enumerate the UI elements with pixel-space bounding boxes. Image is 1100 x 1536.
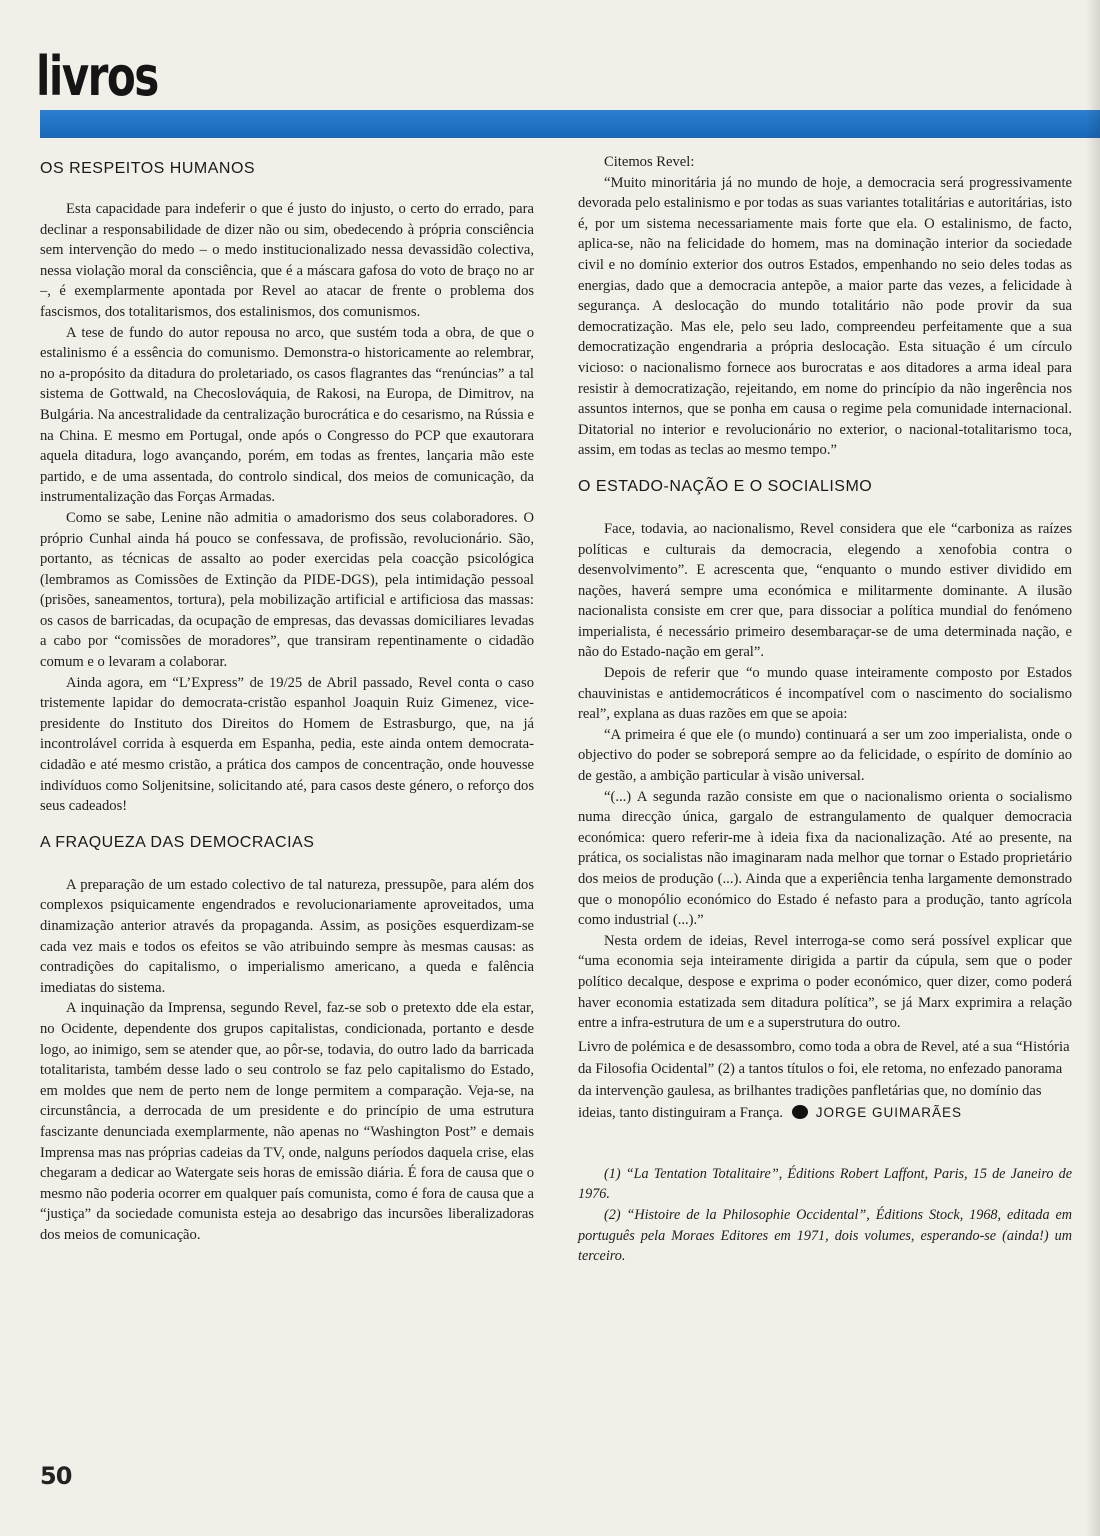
paragraph: Como se sabe, Lenine não admitia o amadorismo dos seus colaboradores. O próprio Cunhal ainda há pouco se confessava, de profissão, revolucionário. São, portanto, as técnicas de assalto ao poder exercidas pela coacção psicológica (lembramos as Comissões de Extinção da PIDE-DGS), pela intimidação pessoal (prisões, saneamentos, tortura), pela mobilização artificial e artificiosa das massas: os casos de barricadas, da ocupação de empresas, das devassas domiciliares levadas a cabo por “comissões de moradores”, que transiram repentinamente o cidadão comum e o levaram a colaborar. [40, 509, 534, 671]
page-number: 50 [40, 1462, 72, 1490]
author-name: JORGE GUIMARÃES [815, 1104, 962, 1120]
paragraph: Depois de referir que “o mundo quase inteiramente composto por Estados chauvinistas e antidemocráticos é incompatível com o nascimento do socialismo real”, explana as duas razões em que se apoia: [578, 665, 1072, 723]
heading-fraqueza-democracias: A FRAQUEZA DAS DEMOCRACIAS [40, 833, 315, 851]
paragraph: Face, todavia, ao nacionalismo, Revel considera que ele “carboniza as raízes políticas e culturais da democracia, elegendo a xenofobia contra o desenvolvimento”. E acrescenta que, “enquanto o mundo estiver dividido em nações, haverá sempre uma económica e militarmente dominante. A ilusão nacionalista consiste em crer que, para dissociar a política mundial do fenómeno imperialista, é necessário primeiro desembaraçar-se de uma determinada nação, e não do Estado-nação em geral”. [578, 520, 1072, 661]
bullet-icon [792, 1105, 808, 1119]
paragraph: A inquinação da Imprensa, segundo Revel, faz-se sob o pretexto dde ela estar, no Ocidente, dependente dos grupos capitalistas, condicionada, portanto e desde logo, ao inimigo, sem se atender que, ao pôr-se, todavia, do outro lado da barricada totalitarista, também desse lado o seu controlo se faz pelo capitalismo do Estado, em moldes que nem de perto nem de longe permitem a comparação. Veja-se, na circunstância, a derrocada de um presidente e do princípio de uma estrutura fascizante denunciada exemplarmente, não apenas no “Washington Post” e demais Imprensa mas nas próprias cadeias da TV, onde, nalguns períodos daquela crise, elas chegaram a dedicar ao Watergate seis horas de emissão diária. É fora de causa que o mesmo não poderia ocorrer em qualquer país comunista, como é fora de causa que a “justiça” da sociedade comunista esteja ao desabrigo das incursões liberalizadoras dos meios de comunicação. [40, 1000, 534, 1243]
heading-estado-nacao: O ESTADO-NAÇÃO E O SOCIALISMO [578, 477, 873, 495]
section-tag: livros [36, 45, 158, 108]
footnote: (2) “Histoire de la Philosophie Occidental”, Éditions Stock, 1968, editada em português pela Moraes Editores em 1971, dois volumes, esperando-se (ainda!) um terceiro. [578, 1206, 1072, 1265]
paragraph: “(...) A segunda razão consiste em que o nacionalismo orienta o socialismo numa direcção única, gargalo de estrangulamento de qualquer democracia económica: quero referir-me à ideia fixa da nacionalização. Até ao presente, na prática, os socialistas não imaginaram nada melhor que tornar o Estado proprietário dos meios de produção (...). Ainda que a experiência tenha largamente demonstrado que o monopólio económico do Estado é nefasto para a produção, tanto agrícola como industrial (...).” [578, 788, 1072, 929]
revel-quote: “Muito minoritária já no mundo de hoje, a democracia será progressivamente devorada pelo estalinismo e por todas as suas variantes totalitárias e autoritárias, isto é, por um sistema necessariamente mais forte que ela. O estalinismo, de facto, aplica-se, não na felicidade do homem, mas na dominação interior da sociedade civil e no domínio exterior dos outros Estados, empenhando no seio deles todas as energias, dado que a democracia antepõe, a maior parte das vezes, a felicidade à segurança. A deslocação do mundo totalitário não pode provir da sua democratização. Mas ele, pelo seu lado, compreendeu perfeitamente que a sua democratização engendraria a própria deslocação. Esta situação é um círculo vicioso: o nacionalismo fornece aos burocratas e aos ditadores a arma ideal para resistir à democratização, rejeitando, em nome do princípio da não ingerência nos assuntos internos, que se ponha em causa o regime pela comunidade internacional. Ditatorial no interior e revolucionário no exterior, o nacional-totalitarismo toca, assim, em todas as teclas ao mesmo tempo.” [578, 174, 1073, 459]
quote-intro: Citemos Revel: [604, 154, 695, 170]
paragraph: Ainda agora, em “L’Express” de 19/25 de Abril passado, Revel conta o caso tristemente lapidar do democrata-cristão espanhol Joaquin Ruiz Gimenez, vice-presidente do Instituto dos Direitos do Homem de Estrasburgo, que, na já incontrolável corrida à esquerda em Espanha, pedia, este ainda ontem democrata-cidadão e até mesmo cristão, a prática dos campos de concentração, onde houvesse indivíduos como Soljenitsine, solicitando até, para casos deste género, o reforço dos seus cadeados! [40, 674, 534, 815]
footnote: (1) “La Tentation Totalitaire”, Éditions Robert Laffont, Paris, 15 de Janeiro de 1976. [578, 1165, 1072, 1203]
page-edge-shadow [1086, 0, 1100, 1536]
paragraph: Esta capacidade para indeferir o que é justo do injusto, o certo do errado, para declinar a responsabilidade de dizer não ou sim, obedecendo à própria consciência sem intervenção do medo – o medo institucionalizado nessa devassidão colectiva, nessa violação moral da consciência, que é a máscara gafosa do voto de braço no ar –, é exemplarmente apontada por Revel ao atacar de frente o problema dos fascismos, dos totalitarismos, dos estalinismos, dos comunismos. [40, 201, 534, 320]
paragraph: A tese de fundo do autor repousa no arco, que sustém toda a obra, de que o estalinismo é a essência do comunismo. Demonstra-o historicamente ao relembrar, no a-propósito da ditadura do proletariado, os casos flagrantes das “renúncias” a tal sistema de Gottwald, na Checoslováquia, de Rakosi, na Europa, de Dimitrov, na Bulgária. Na ancestralidade da centralização burocrática e do cesarismo, na Rússia e na China. E mesmo em Portugal, onde após o Congresso do PCP que exautorara aquela ditadura, logo avançando, porém, em todas as frentes, lançaria mão este partido, e de uma assentada, do controlo sindical, dos meios de comunicação, da instrumentalização das Forças Armadas. [40, 324, 534, 506]
closing-paragraph: Livro de polémica e de desassombro, como toda a obra de Revel, até a sua “História da Filosofia Ocidental” (2) a tantos títulos o foi, ele retoma, no enfezado panorama da intervenção gaulesa, as brilhantes tradições panfletárias que, no domínio das ideias, tanto distinguiram a França. [578, 1038, 1070, 1121]
footnotes [578, 1164, 1072, 1267]
paragraph: “A primeira é que ele (o mundo) continuará a ser um zoo imperialista, onde o objectivo do poder se sobreporá sempre ao da felicidade, o espírito de domínio ao de gestão, a ambição particular à visão universal. [578, 726, 1072, 785]
closing-block [578, 1036, 1072, 1124]
paragraph: A preparação de um estado colectivo de tal natureza, pressupõe, para além dos complexos psiquicamente engendrados e revolucionariamente aproveitados, uma dinamização anterior através da propaganda. Assim, as posições esquerdizam-se cada vez mais e todos os efeitos se vão atribuindo sempre às mesmas causas: as contradições do capitalismo, o imperialismo americano, a queda e falência imediatas do sistema. [40, 876, 534, 996]
heading-respeitos-humanos: OS RESPEITOS HUMANOS [40, 160, 256, 177]
author-signature [792, 1102, 962, 1124]
section-header-bar [40, 110, 1100, 138]
paragraph: Nesta ordem de ideias, Revel interroga-se como será possível explicar que “uma economia seja inteiramente dirigida a partir da cúpula, sem que o poder político decalque, despose e exprima o poder económico, quer dizer, como poderá haver economia estatizada sem ditadura política”, se já Marx exprimira a relação entre a infra-estrutura de um e a superstrutura do outro. [578, 932, 1072, 1032]
